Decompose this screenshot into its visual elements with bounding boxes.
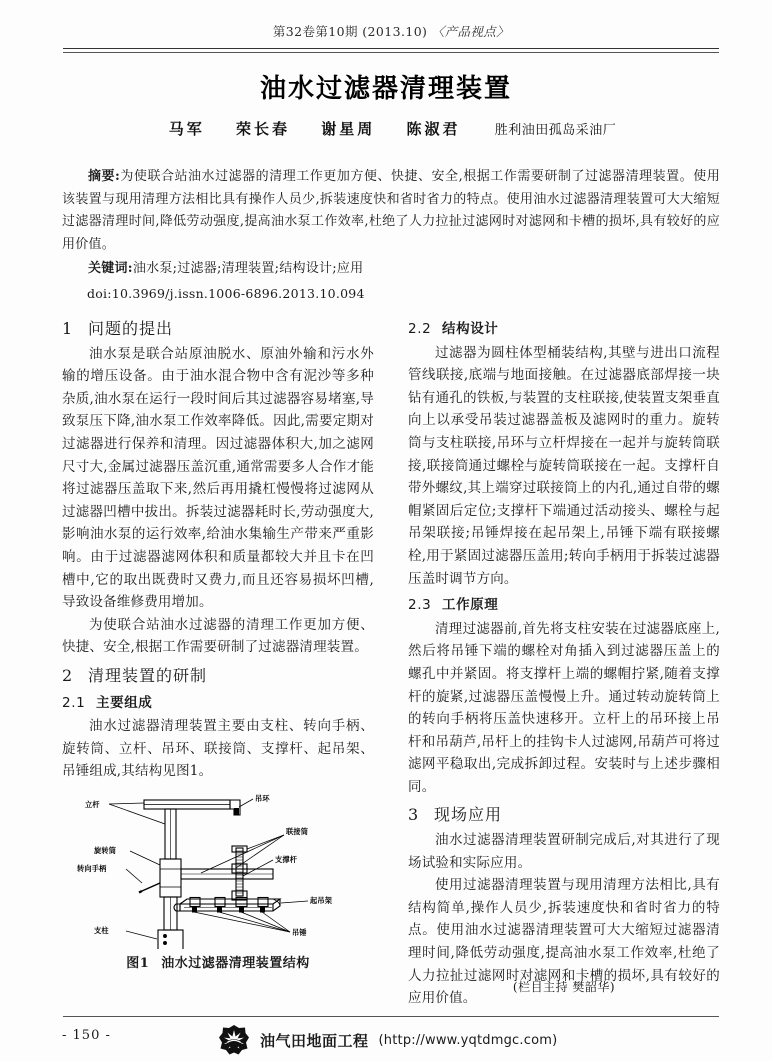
footer-divider <box>63 1016 719 1017</box>
section-heading-1 <box>62 318 374 341</box>
author-1: 马军 <box>168 120 205 138</box>
section-title-3: 现场应用 <box>434 805 503 825</box>
section-heading-2 <box>62 665 374 688</box>
column-right <box>408 318 720 1010</box>
figure-1-caption <box>62 953 374 976</box>
figure-label-qidiaojia: 起吊架 <box>310 895 333 905</box>
figure-label-zhuanxiangshoubing: 转向手柄 <box>77 863 107 873</box>
running-head <box>63 22 719 40</box>
figure-1-drawing <box>68 791 368 949</box>
section-3-paragraph-2: 使用过滤器清理装置与现用清理方法相比,具有结构简单,操作人员少,拆装速度快和省时省力的特点。使用油水过滤器清理装置可大大缩短过滤器清理时间,降低劳动强度,提高油水泵工作效率,杜绝了人力拉扯过滤网时对滤网和卡槽的损坏,具有较好的应用价值。 <box>408 877 720 1007</box>
abstract-label: 摘要: <box>88 169 121 184</box>
subsection-number-2-2: 2.2 <box>408 321 432 337</box>
section-title-1: 问题的提出 <box>88 319 174 338</box>
article-title: 油水过滤器清理装置 <box>259 74 512 104</box>
figure-label-lianjietong: 联接筒 <box>286 826 309 836</box>
keywords-label: 关键词: <box>88 261 133 276</box>
abstract-block <box>62 166 720 305</box>
subsection-number-2-1: 2.1 <box>62 694 86 711</box>
subsection-heading-2-2 <box>408 318 720 341</box>
section-title-2: 清理装置的研制 <box>88 665 208 685</box>
section-number-3: 3 <box>408 805 420 825</box>
subsection-2-2-paragraph-1: 过滤器为圆柱体型桶装结构,其壁与进出口流程管线联接,底端与地面接触。在过滤器底部焊接一块钻有通孔的铁板,与装置的支柱联接,使装置支架垂直向上以承受吊装过滤器盖板及滤网时的重力。旋转筒与支柱联接,吊环与立杆焊接在一起并与旋转筒联接,联接筒通过螺栓与旋转筒联接在一起。支撑杆自带外螺纹,其上端穿过联接筒上的内孔,通过自带的螺帽紧固后定位;支撑杆下端通过活动接头、螺栓与起吊架联接;吊锤焊接在起吊架上,吊锤下端有联接螺栓,用于紧固过滤器压盖用;转向手柄用于拆装过滤器压盖时调节方向。 <box>408 344 720 587</box>
subsection-title-2-1: 主要组成 <box>96 694 153 711</box>
section-1-paragraph-2: 为使联合站油水过滤器的清理工作更加方便、快捷、安全,根据工作需要研制了过滤器清理装置。 <box>62 616 374 656</box>
figure-label-zhichenggan: 支撑杆 <box>275 854 298 864</box>
figure-label-diaochui: 吊锤 <box>292 927 307 937</box>
abstract-paragraph <box>62 166 720 256</box>
subsection-title-2-2: 结构设计 <box>442 321 499 337</box>
column-left <box>62 318 374 975</box>
header-divider <box>63 48 719 53</box>
figure-label-diaohuan: 吊环 <box>255 793 270 803</box>
doi-line: doi:10.3969/j.issn.1006-6896.2013.10.094 <box>87 285 365 301</box>
author-3: 谢星周 <box>321 120 376 138</box>
running-head-date: (2013.10) <box>362 24 428 39</box>
abstract-text: 为使联合站油水过滤器的清理工作更加方便、快捷、安全,根据工作需要研制了过滤器清理装置。使用该装置与现用清理方法相比具有操作人员少,拆装速度快和省时省力的特点。使用油水过滤器清理装置可大大缩短过滤器清理时间,降低劳动强度,提高油水泵工作效率,杜绝了人力拉扯过滤网时对滤网和卡槽的损坏,具有较好的应用价值。 <box>62 169 720 252</box>
subsection-heading-2-3 <box>408 594 720 617</box>
author-4: 陈淑君 <box>406 120 461 138</box>
section-number-2: 2 <box>62 665 74 685</box>
subsection-number-2-3: 2.3 <box>408 597 432 614</box>
author-2: 荣长春 <box>235 120 290 138</box>
figure-label-xuanzhuantong: 旋转筒 <box>94 845 117 855</box>
keywords-text: 油水泵;过滤器;清理装置;结构设计;应用 <box>132 261 364 276</box>
running-head-volume: 第32卷第10期 <box>272 24 358 39</box>
editor-note: (栏目主持 樊韶华) <box>512 980 616 994</box>
section-3-paragraph-1: 油水过滤器清理装置研制完成后,对其进行了现场试验和实际应用。 <box>408 832 720 871</box>
journal-url: (http://www.yqtdmgc.com) <box>378 1032 558 1048</box>
author-affiliation: 胜利油田孤岛采油厂 <box>494 123 617 138</box>
subsection-2-1-paragraph-1: 油水过滤器清理装置主要由支柱、转向手柄、旋转筒、立杆、吊环、联接筒、支撑杆、起吊架、吊锤组成,其结构见图1。 <box>62 718 374 780</box>
section-1-paragraph-1: 油水泵是联合站原油脱水、原油外输和污水外输的增压设备。由于油水混合物中含有泥沙等多种杂质,油水泵在运行一段时间后其过滤器容易堵塞,导致泵压下降,油水泵工作效率降低。因此,需要定期对过滤器进行保养和清理。因过滤器体积大,加之滤网尺寸大,金属过滤器压盖沉重,通常需要多人合作才能将过滤器压盖取下来,然后再用撬杠慢慢将过滤网从过滤器凹槽中拔出。拆装过滤器耗时长,劳动强度大,影响油水泵的运行效率,给油水集输生产带来严重影响。由于过滤器滤网体积和质量都较大并且卡在凹槽中,它的取出既费时又费力,而且还容易损坏凹槽,导致设备维修费用增加。 <box>62 345 374 611</box>
author-byline <box>0 118 772 139</box>
subsection-2-3-paragraph-1: 清理过滤器前,首先将支柱安装在过滤器底座上,然后将吊锤下端的螺栓对角插入到过滤器压盖上的螺孔中并紧固。将支撑杆上端的螺帽拧紧,随着支撑杆的旋紧,过滤器压盖慢慢上升。通过转动旋转筒上的转向手柄将压盖快速移开。立杆上的吊环接上吊杆和吊葫芦,吊杆上的挂钩卡人过滤网,吊葫芦可将过滤网平稳取出,完成拆卸过程。安装时与上述步骤相同。 <box>408 620 720 795</box>
journal-logo-icon <box>218 1024 250 1056</box>
section-number-1: 1 <box>62 319 74 338</box>
page-number: - 150 - <box>62 1028 111 1043</box>
keywords-paragraph <box>62 258 720 281</box>
subsection-title-2-3: 工作原理 <box>442 597 499 614</box>
journal-colophon <box>218 1024 557 1056</box>
figure-1-number: 图1 <box>126 955 150 971</box>
figure-1 <box>62 791 374 976</box>
running-head-column: 〈产品视点〉 <box>431 24 510 39</box>
subsection-heading-2-1 <box>62 692 374 715</box>
figure-label-ligan: 立杆 <box>85 799 100 809</box>
section-heading-3 <box>408 804 720 827</box>
figure-1-caption-text: 油水过滤器清理装置结构 <box>161 955 310 971</box>
figure-label-zhizhu: 支柱 <box>94 925 109 935</box>
journal-name: 油气田地面工程 <box>260 1031 369 1050</box>
